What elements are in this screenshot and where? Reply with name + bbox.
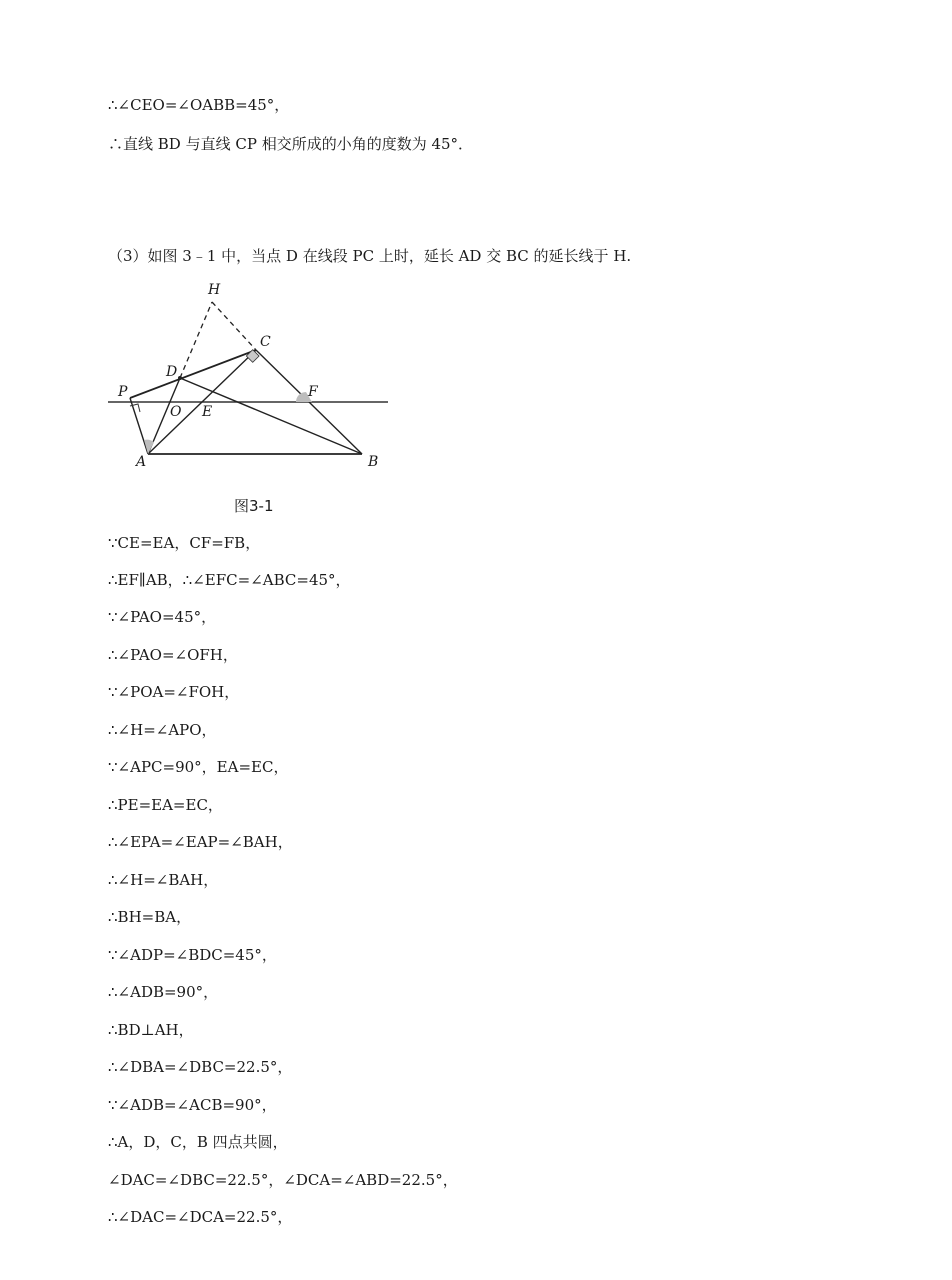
point-d-dot: [178, 376, 182, 380]
text-line: ∴∠CEO=∠OABB=45°，: [108, 96, 290, 114]
proof-line: ∵∠PAO=45°，: [108, 608, 217, 626]
proof-line: ∴∠ADB=90°，: [108, 983, 219, 1001]
segment-dh: [180, 302, 212, 378]
proof-line: ∴BH=BA，: [108, 908, 192, 926]
proof-line: ∴∠DAC=∠DCA=22.5°，: [108, 1208, 293, 1226]
part3-intro: （3）如图 3﹣1 中，当点 D 在线段 PC 上时，延长 AD 交 BC 的延长线于 H.: [108, 247, 632, 265]
label-d: D: [166, 364, 178, 380]
text-line: ∴直线 BD 与直线 CP 相交所成的小角的度数为 45°．: [108, 135, 474, 153]
proof-line: ∵∠ADP=∠BDC=45°，: [108, 946, 277, 964]
segment-hc: [212, 302, 256, 350]
label-e: E: [202, 404, 213, 420]
proof-line: ∵CE=EA，CF=FB，: [108, 534, 261, 552]
label-o: O: [170, 404, 182, 420]
figure-caption: 图3-1: [234, 497, 274, 515]
proof-line: ∴EF∥AB，∴∠EFC=∠ABC=45°，: [108, 571, 351, 589]
right-angle-p: [130, 404, 140, 412]
proof-line: ∴∠H=∠BAH，: [108, 871, 219, 889]
label-b: B: [368, 454, 379, 470]
proof-line: ∴∠DBA=∠DBC=22.5°，: [108, 1058, 293, 1076]
proof-line: ∴∠H=∠APO，: [108, 721, 217, 739]
proof-line: ∴PE=EA=EC，: [108, 796, 223, 814]
label-f: F: [308, 384, 318, 400]
segment-pc: [130, 350, 256, 398]
proof-line: ∵∠POA=∠FOH，: [108, 683, 240, 701]
label-h: H: [208, 282, 221, 298]
label-a: A: [136, 454, 147, 470]
proof-line: ∴∠PAO=∠OFH，: [108, 646, 238, 664]
proof-line: ∠DAC=∠DBC=22.5°，∠DCA=∠ABD=22.5°，: [108, 1171, 458, 1189]
geometry-figure: [100, 270, 400, 470]
proof-line: ∵∠APC=90°，EA=EC，: [108, 758, 289, 776]
proof-line: ∵∠ADB=∠ACB=90°，: [108, 1096, 277, 1114]
proof-line: ∴A，D，C，B 四点共圆，: [108, 1133, 288, 1151]
geometry-diagram: [100, 270, 400, 470]
proof-line: ∴BD⊥AH，: [108, 1021, 194, 1039]
label-p: P: [118, 384, 128, 400]
label-c: C: [260, 334, 271, 350]
proof-line: ∴∠EPA=∠EAP=∠BAH，: [108, 833, 293, 851]
